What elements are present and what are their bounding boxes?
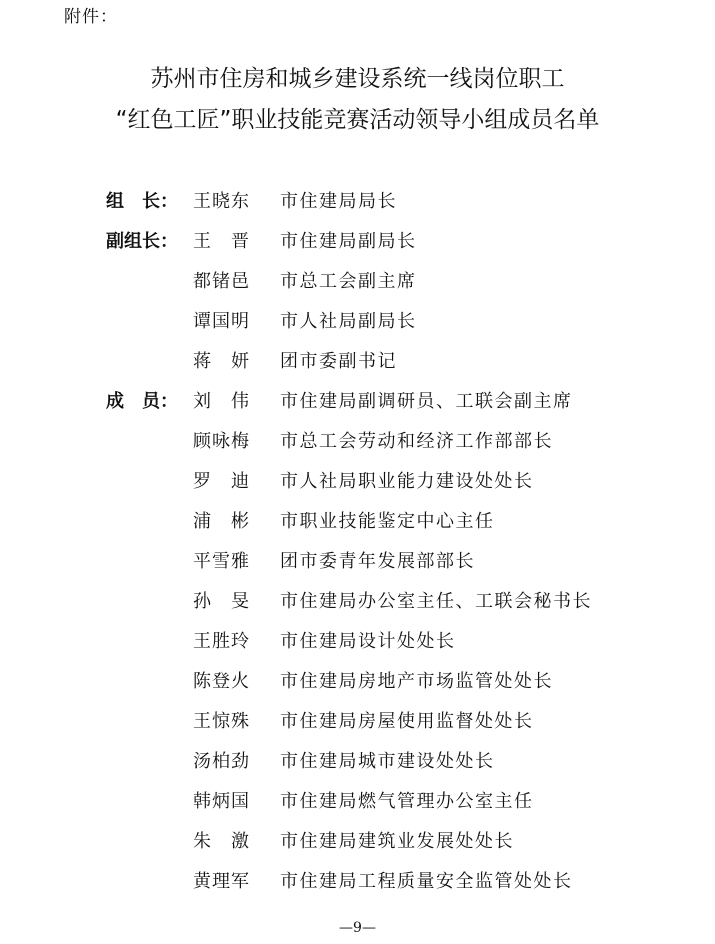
roster-row	[0, 622, 715, 662]
member-name: 朱 激	[193, 831, 250, 852]
member-name: 王惊殊	[193, 711, 250, 732]
roster-row	[0, 302, 715, 342]
member-position: 团市委青年发展部部长	[280, 551, 475, 572]
roster-row	[0, 462, 715, 502]
roster-row	[0, 782, 715, 822]
member-position: 市住建局副调研员、工联会副主席	[280, 391, 573, 412]
member-position: 市总工会副主席	[280, 271, 417, 292]
member-position: 市职业技能鉴定中心主任	[280, 511, 495, 532]
member-roster	[0, 182, 715, 902]
member-position: 市住建局设计处处长	[280, 631, 456, 652]
roster-row	[0, 422, 715, 462]
member-position: 市住建局房屋使用监督处处长	[280, 711, 534, 732]
role-label: 组 长：	[106, 191, 178, 212]
member-position: 市住建局燃气管理办公室主任	[280, 791, 534, 812]
roster-row	[0, 382, 715, 422]
roster-row	[0, 182, 715, 222]
roster-row	[0, 862, 715, 902]
member-name: 蒋 妍	[193, 351, 250, 372]
member-name: 汤柏劲	[193, 751, 250, 772]
member-position: 市人社局职业能力建设处处长	[280, 471, 534, 492]
roster-row	[0, 662, 715, 702]
member-position: 市住建局建筑业发展处处长	[280, 831, 514, 852]
member-position: 市住建局办公室主任、工联会秘书长	[280, 591, 592, 612]
role-label: 成 员：	[106, 391, 178, 412]
page-number: —9—	[339, 920, 376, 936]
member-name: 罗 迪	[193, 471, 250, 492]
member-name: 谭国明	[193, 311, 250, 332]
member-name: 韩炳国	[193, 791, 250, 812]
roster-row	[0, 582, 715, 622]
member-name: 王胜玲	[193, 631, 250, 652]
member-name: 孙 旻	[193, 591, 250, 612]
roster-row	[0, 542, 715, 582]
roster-row	[0, 502, 715, 542]
roster-row	[0, 822, 715, 862]
member-position: 市人社局副局长	[280, 311, 417, 332]
document-title-line-1: 苏州市住房和城乡建设系统一线岗位职工	[150, 66, 565, 92]
member-name: 都锗邑	[193, 271, 250, 292]
member-name: 浦 彬	[193, 511, 250, 532]
member-position: 市住建局房地产市场监管处处长	[280, 671, 553, 692]
roster-row	[0, 702, 715, 742]
roster-row	[0, 262, 715, 302]
member-name: 王晓东	[193, 191, 250, 212]
member-name: 黄理军	[193, 871, 250, 892]
member-position: 市住建局副局长	[280, 231, 417, 252]
member-name: 平雪雅	[193, 551, 250, 572]
member-position: 市住建局局长	[280, 191, 397, 212]
roster-row	[0, 222, 715, 262]
member-name: 刘 伟	[193, 391, 250, 412]
member-position: 市总工会劳动和经济工作部部长	[280, 431, 553, 452]
member-position: 团市委副书记	[280, 351, 397, 372]
roster-row	[0, 342, 715, 382]
member-name: 顾咏梅	[193, 431, 250, 452]
member-position: 市住建局城市建设处处长	[280, 751, 495, 772]
member-name: 王 晋	[193, 231, 250, 252]
member-name: 陈登火	[193, 671, 250, 692]
roster-row	[0, 742, 715, 782]
document-title-line-2: “红色工匠”职业技能竞赛活动领导小组成员名单	[115, 107, 600, 133]
attachment-label: 附件：	[64, 7, 118, 27]
member-position: 市住建局工程质量安全监管处处长	[280, 871, 573, 892]
role-label: 副组长：	[106, 231, 178, 252]
